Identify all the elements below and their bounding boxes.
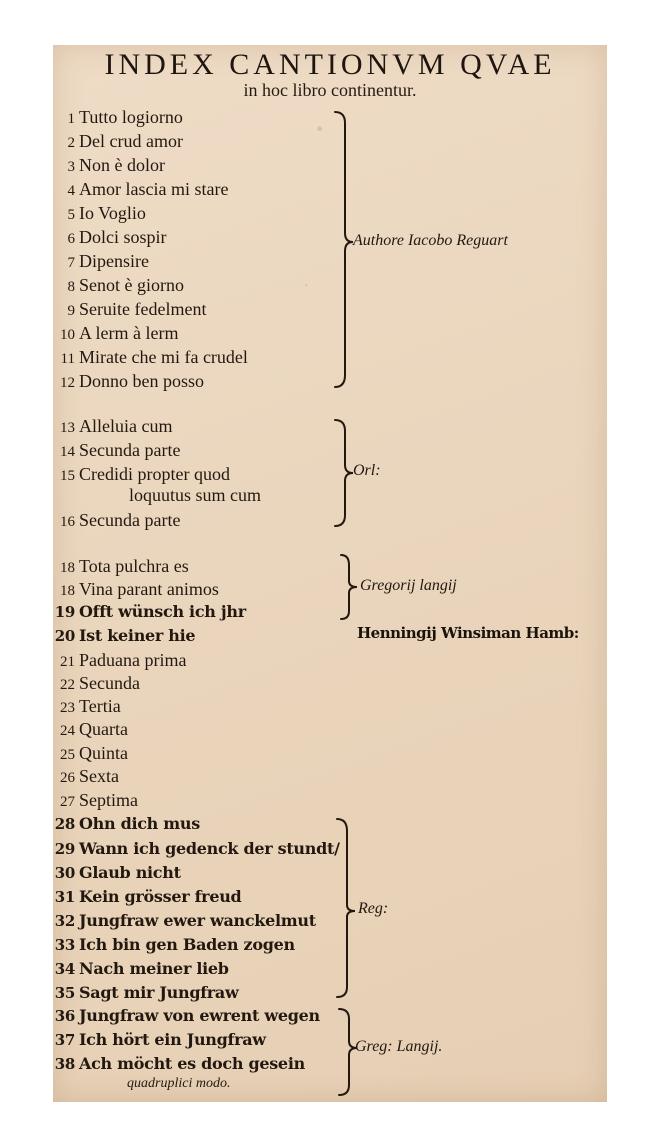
entry-title: Donno ben posso — [79, 371, 204, 391]
entry-number: 21 — [60, 654, 75, 670]
entry-title: Jungfraw ewer wanckelmut — [79, 911, 316, 930]
entry-title: Secunda parte — [79, 510, 181, 530]
entry-number: 25 — [60, 747, 75, 763]
entry-title: Quarta — [79, 719, 128, 739]
entry-number: 1 — [67, 111, 75, 127]
entry-number: 36 — [54, 1007, 75, 1025]
attribution-note: Reg: — [358, 900, 389, 917]
entry-title: Dolci sospir — [79, 227, 167, 247]
brace-group-1 — [335, 112, 353, 387]
entry-title: Io Voglio — [79, 203, 146, 223]
entry-title: Tutto logiorno — [79, 107, 183, 127]
brace-group-4 — [337, 819, 355, 997]
entry-number: 13 — [60, 420, 75, 436]
brace-group-3 — [341, 555, 357, 619]
entry-title: Wann ich gedenck der stundt/ — [79, 839, 340, 858]
entry-number: 18 — [60, 560, 75, 576]
brace-group-2 — [335, 420, 353, 526]
show-through-texture: · — [313, 106, 333, 151]
entry-title: Ach möcht es doch gesein — [79, 1054, 305, 1073]
brace-group-5 — [339, 1009, 357, 1095]
attribution-note: Orl: — [353, 462, 381, 479]
entry-number: 19 — [54, 603, 75, 621]
entry-number: 2 — [67, 135, 75, 151]
entry-number: 33 — [54, 936, 75, 954]
entry-number: 12 — [60, 375, 75, 391]
entry-title: Septima — [79, 790, 138, 810]
entry-title: Sagt mir Jungfraw — [79, 983, 239, 1002]
entry-title: Paduana prima — [79, 650, 187, 670]
entry-title: Secunda — [79, 673, 140, 693]
entry-title: Amor lascia mi stare — [79, 179, 229, 199]
entry-number: 27 — [60, 794, 75, 810]
entry-number: 29 — [54, 840, 75, 858]
entry-number: 38 — [54, 1055, 75, 1073]
entry-continuation: quadruplici modo. — [127, 1076, 231, 1091]
entry-number: 30 — [54, 864, 75, 882]
entry-title: A lerm à lerm — [79, 323, 179, 343]
page-subtitle: in hoc libro continentur. — [243, 80, 417, 100]
entry-number: 26 — [60, 770, 75, 786]
entry-number: 4 — [67, 183, 75, 199]
entry-number: 34 — [54, 960, 75, 978]
entry-number: 9 — [67, 303, 75, 319]
entry-title: Kein grösser freud — [79, 887, 242, 906]
page-title: INDEX CANTIONVM QVAE — [104, 48, 556, 81]
entry-number: 7 — [67, 255, 75, 271]
entry-title: Seruite fedelment — [79, 299, 207, 319]
entry-title: Del crud amor — [79, 131, 183, 151]
book-page — [53, 45, 607, 1102]
entry-title: Tota pulchra es — [79, 556, 189, 576]
entry-number: 28 — [54, 815, 75, 833]
entry-title: Alleluia cum — [79, 416, 173, 436]
grouping-braces — [53, 45, 607, 1102]
entry-number: 3 — [67, 159, 75, 175]
entry-title: Nach meiner lieb — [79, 959, 229, 978]
entry-title: Ich bin gen Baden zogen — [79, 935, 295, 954]
entry-title: Offt wünsch ich jhr — [79, 602, 246, 621]
attribution-note: Gregorij langij — [360, 577, 457, 594]
entry-title: Ich hört ein Jungfraw — [79, 1030, 266, 1049]
entry-title: Vina parant animos — [79, 579, 219, 599]
entry-title: Ohn dich mus — [79, 814, 200, 833]
entry-title: Secunda parte — [79, 440, 181, 460]
entry-number: 22 — [60, 677, 75, 693]
entry-number: 31 — [54, 888, 75, 906]
entry-number: 37 — [54, 1031, 75, 1049]
entry-number: 18 — [60, 583, 75, 599]
entry-title: Dipensire — [79, 251, 149, 271]
entry-number: 6 — [67, 231, 75, 247]
entry-title: Credidi propter quod — [79, 464, 230, 484]
entry-title: Glaub nicht — [79, 863, 181, 882]
entry-number: 35 — [54, 984, 75, 1002]
attribution-note: Authore Iacobo Reguart — [353, 232, 508, 249]
attribution-note: Greg: Langij. — [355, 1038, 443, 1055]
entry-number: 15 — [60, 468, 75, 484]
entry-number: 5 — [67, 207, 75, 223]
entry-number: 24 — [60, 723, 75, 739]
entry-title: Sexta — [79, 766, 119, 786]
entry-title: Tertia — [79, 696, 121, 716]
entry-number: 20 — [54, 627, 75, 645]
entry-number: 11 — [60, 351, 75, 367]
entry-title: Non è dolor — [79, 155, 165, 175]
entry-number: 32 — [54, 912, 75, 930]
entry-title: Senot è giorno — [79, 275, 184, 295]
entry-title: Jungfraw von ewrent wegen — [79, 1006, 320, 1025]
entry-continuation: loquutus sum cum — [129, 485, 262, 505]
entry-title: Quinta — [79, 743, 128, 763]
attribution-note-secondary: Henningij Winsiman Hamb: — [357, 624, 579, 642]
entry-number: 10 — [60, 327, 75, 343]
entry-number: 16 — [60, 514, 75, 530]
entry-number: 23 — [60, 700, 75, 716]
entry-title: Mirate che mi fa crudel — [79, 347, 248, 367]
entry-title: Ist keiner hie — [79, 626, 196, 645]
entry-number: 14 — [60, 444, 75, 460]
entry-number: 8 — [67, 279, 75, 295]
show-through-texture: · — [303, 275, 316, 297]
